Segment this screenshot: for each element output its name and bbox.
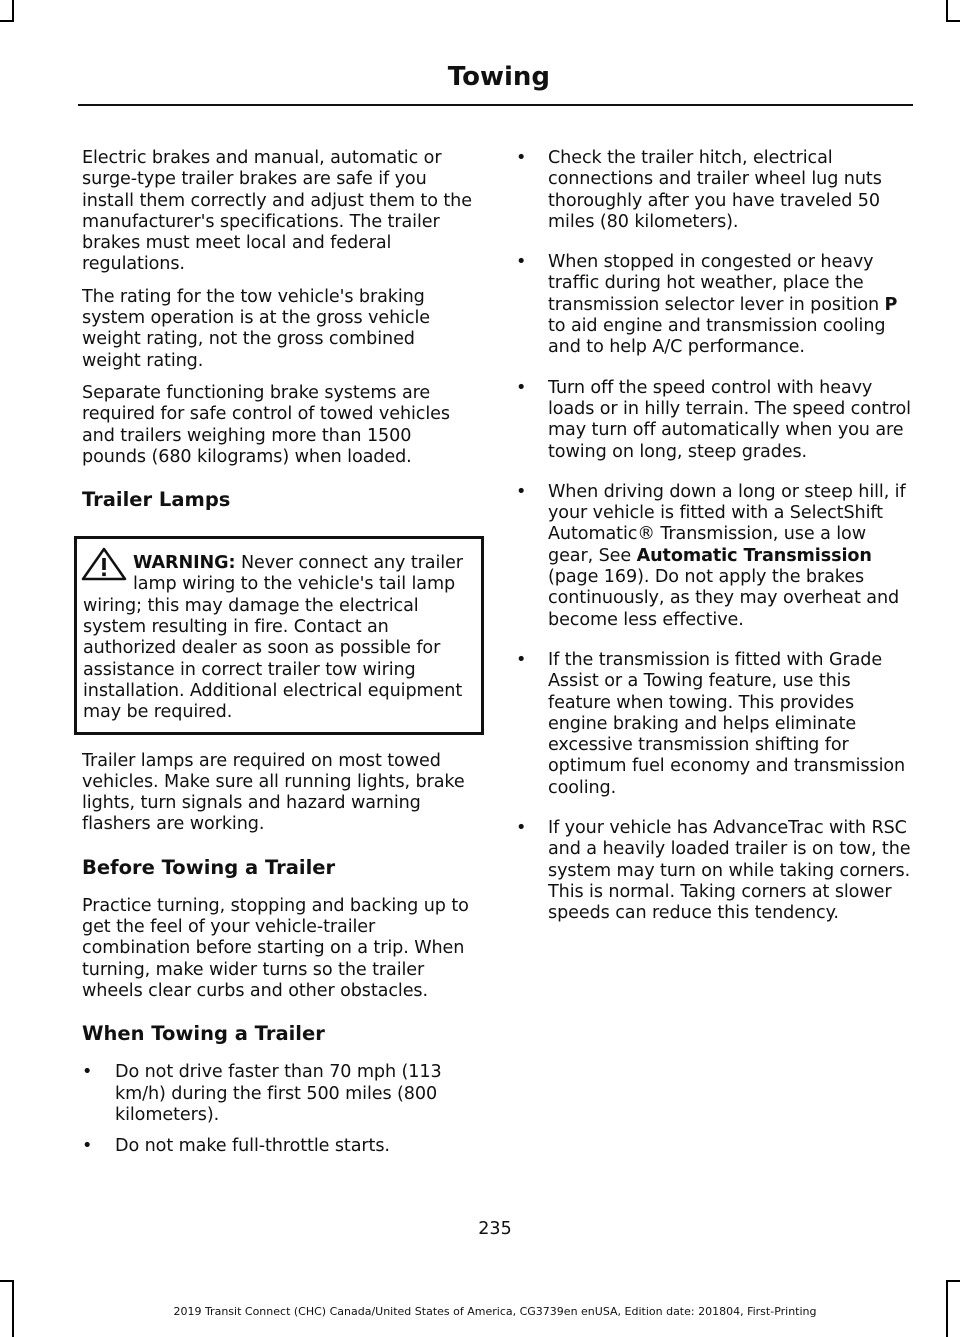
list-item-text: If your vehicle has AdvanceTrac with RSC and a heavily loaded trailer is on tow, the system may turn on while taking corners. This is normal. Taking corners at slower speeds can reduce this tendency. <box>548 818 911 924</box>
towing-list-right <box>516 148 911 925</box>
list-item-text: When driving down a long or steep hill, if your vehicle is fitted with a SelectShift Automatic® Transmission, use a low gear, See <box>548 481 906 566</box>
list-item-text: When stopped in congested or heavy traffic during hot weather, place the transmission selector lever in position <box>548 252 885 315</box>
list-item-text: Do not make full-throttle starts. <box>115 1136 390 1157</box>
bullet: • <box>82 1062 93 1083</box>
bullet: • <box>82 1136 93 1157</box>
footer-edition: 2019 Transit Connect (CHC) Canada/United States of America, CG3739en enUSA, Edition date: 201804, First-Printing <box>173 1305 817 1318</box>
page-title: Towing <box>447 62 550 92</box>
right-column <box>516 148 911 944</box>
automatic-transmission-link[interactable]: Automatic Transmission <box>636 545 872 566</box>
list-item <box>516 482 911 631</box>
gear-position-p: P <box>884 294 898 315</box>
list-item-text: Do not drive faster than 70 mph (113 km/h) during the first 500 miles (800 kilometers). <box>115 1062 442 1125</box>
list-item <box>516 252 911 358</box>
list-item <box>516 148 911 233</box>
list-item <box>82 1136 476 1157</box>
list-item <box>516 818 911 924</box>
heading-trailer-lamps: Trailer Lamps <box>82 488 231 512</box>
bullet: • <box>516 252 527 273</box>
crop-mark <box>12 0 14 22</box>
crop-mark <box>0 1280 14 1282</box>
warning-body: Never connect any trailer lamp wiring to the vehicle's tail lamp wiring; this may damage the electrical system resulting in fire. Contact an authorized dealer as soon as possible for assistance in correct trailer tow wiring installation. Additional electrical equipment may be required. <box>83 553 463 723</box>
paragraph-trailer-lamps: Trailer lamps are required on most towed vehicles. Make sure all running lights, brake lights, turn signals and hazard warning flashers are working. <box>82 750 465 835</box>
list-item <box>516 378 911 463</box>
paragraph-electric-brakes: Electric brakes and manual, automatic or surge-type trailer brakes are safe if you install them correctly and adjust them to the manufacturer's specifications. The trailer brakes must meet local and federal regulations. <box>82 148 472 275</box>
paragraph-separate-brakes: Separate functioning brake systems are required for safe control of towed vehicles and trailers weighing more than 1500 pounds (680 kilograms) when loaded. <box>82 382 450 467</box>
crop-mark <box>946 0 948 22</box>
paragraph-braking-rating: The rating for the tow vehicle's braking system operation is at the gross vehicle weight rating, not the gross combined weight rating. <box>82 286 431 371</box>
warning-box <box>74 536 484 734</box>
crop-mark <box>946 20 960 22</box>
paragraph-practice: Practice turning, stopping and backing up to get the feel of your vehicle-trailer combination before starting on a trip. When turning, make wider turns so the trailer wheels clear curbs and other obstacles. <box>82 895 469 1001</box>
list-item <box>82 1062 476 1126</box>
crop-mark <box>0 20 14 22</box>
warning-triangle-icon <box>81 547 127 581</box>
crop-mark <box>946 1280 960 1282</box>
bullet: • <box>516 481 527 502</box>
list-item <box>516 650 911 799</box>
left-column <box>82 148 476 1167</box>
bullet: • <box>516 818 527 839</box>
list-item-text: Turn off the speed control with heavy loads or in hilly terrain. The speed control may turn off automatically when you are towing on long, steep grades. <box>548 377 911 462</box>
list-item-text: to aid engine and transmission cooling and to help A/C performance. <box>548 316 886 358</box>
towing-list-left <box>82 1062 476 1157</box>
warning-label: WARNING: <box>133 553 236 574</box>
page-number: 235 <box>478 1219 512 1239</box>
list-item-text: (page 169). Do not apply the brakes continuously, as they may overheat and become less effective. <box>548 567 900 630</box>
bullet: • <box>516 148 527 168</box>
list-item-text: Check the trailer hitch, electrical connections and trailer wheel lug nuts thoroughly after you have traveled 50 miles (80 kilometers). <box>548 148 882 232</box>
heading-before-towing: Before Towing a Trailer <box>82 855 336 879</box>
warning-text <box>83 553 473 723</box>
header-rule <box>78 104 913 106</box>
heading-when-towing: When Towing a Trailer <box>82 1022 325 1046</box>
bullet: • <box>516 649 527 670</box>
bullet: • <box>516 377 527 398</box>
list-item-text: If the transmission is fitted with Grade Assist or a Towing feature, use this feature when towing. This provides engine braking and helps eliminate excessive transmission shifting for optimum fuel economy and transmission cooling. <box>548 649 906 798</box>
